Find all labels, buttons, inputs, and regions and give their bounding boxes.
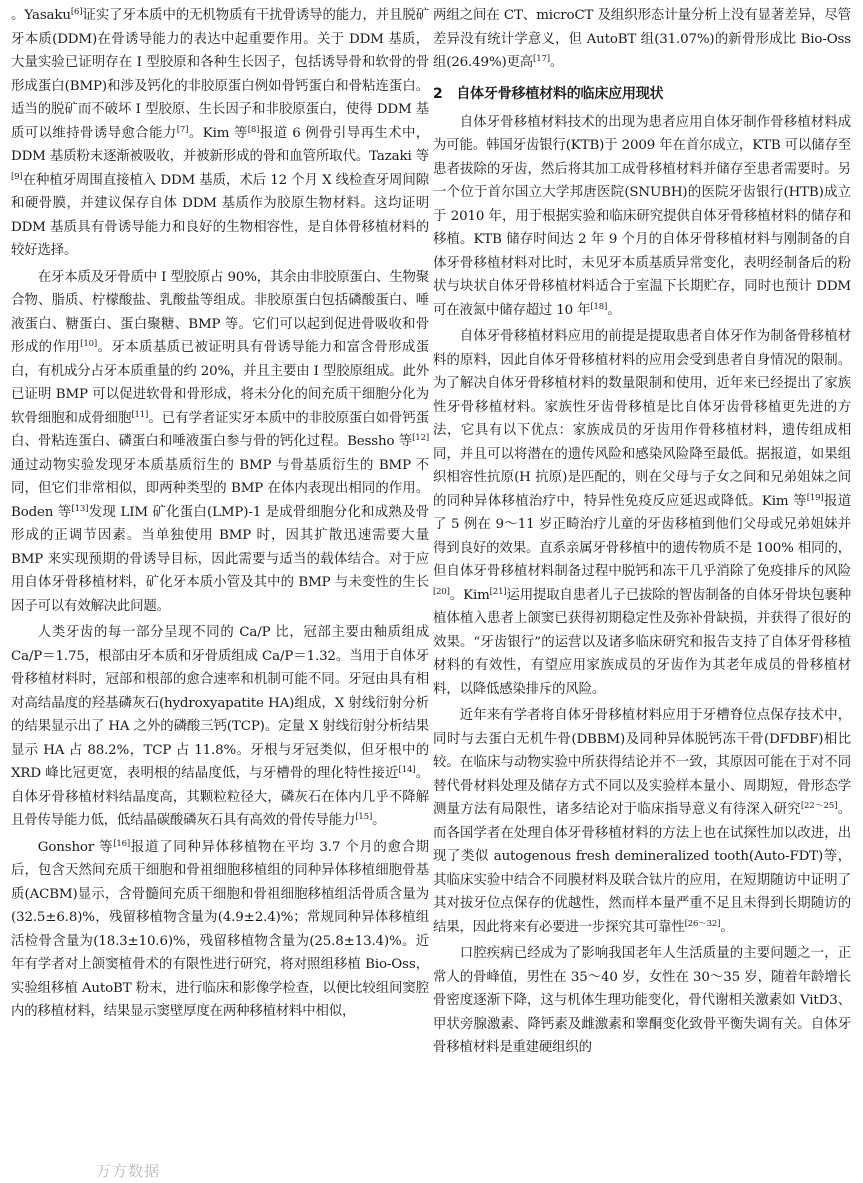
citation-ref: [21]	[489, 586, 507, 597]
text-run: 报道了 5 例在 9～11 岁正畸治疗儿童的牙齿移植到他们父母或兄弟姐妹并得到良好的效果。直系亲属牙骨移植中的遗传物质不是 100% 相同的，但自体牙骨移植材料制备过程中脱钙和冻干几乎消除了免疫排斥的风险	[433, 493, 852, 579]
text-run: 。牙本质基质已被证明具有骨诱导能力和富含骨形成蛋白，有机成分占牙本质重量的约 20%，并且主要由 Ⅰ 型胶原组成。此外已证明 BMP 可以促进软骨和骨形成，将未分化的间充质干细胞分化为软骨细胞和成骨细胞	[11, 340, 430, 426]
citation-ref: [16]	[113, 838, 131, 849]
citation-ref: [14]	[398, 765, 416, 775]
citation-ref: [13]	[71, 503, 89, 514]
paragraph-gonshor	[11, 836, 429, 1024]
text-run: 。Yasaku	[11, 8, 71, 23]
paragraph-familial-graft	[433, 325, 851, 701]
text-run: 证实了牙本质中的无机物质有干扰骨诱导的能力，并且脱矿牙本质(DDM)在骨诱导能力的表达中起重要作用。关于 DDM 基质，大量实验已证明存在 Ⅰ 型胶原和各种生长因子，包括诱导骨和软骨的骨形成蛋白(BMP)和涉及钙化的非胶原蛋白例如骨钙蛋白和骨粘连蛋白。适当的脱矿而不破坏 Ⅰ 型胶原、生长因子和非胶原蛋白，使得 DDM 基质可以维持骨诱导愈合能力	[11, 8, 429, 141]
text-run: 。自体牙骨移植材料结晶度高，其颗粒粒径大，磷灰石在体内几乎不降解且骨传导能力低，低结晶碳酸磷灰石具有高效的骨传导能力	[11, 766, 429, 828]
text-run: Gonshor 等	[37, 839, 114, 855]
citation-ref: [26～32]	[684, 918, 721, 929]
text-run: 口腔疾病已经成为了影响我国老年人生活质量的主要问题之一，正常人的骨峰值，男性在 35～40 岁，女性在 30～35 岁，随着年龄增长骨密度逐渐下降，这与机体生理功能变化，骨代谢相关激素如 VitD3、甲状旁腺激素、降钙素及雌激素和睾酮变化致骨平衡失调有关。自体牙骨移植材料是重建硬组织的	[433, 946, 851, 1055]
citation-ref: [11]	[131, 409, 149, 420]
text-run: 自体牙骨移植材料应用的前提是提取患者自体牙作为制备骨移植材料的原料，因此自体牙骨移植材料的应用会受到患者自身情况的限制。为了解决自体牙骨移植材料的数量限制和使用，近年来已经提出了家族性牙骨移植材料。家族性牙齿骨移植是比自体牙齿骨移植更先进的方法，它具有以下优点：家族成员的牙齿用作骨移植材料，遗传组成相同，并且可以将潜在的遗传风险和感染风险降至最低。据报道，如果组织相容性抗原(H 抗原)是匹配的，则在父母与子女之间和兄弟姐妹之间的同种异体移植治疗中，特异性免疫反应延迟或降低。Kim 等	[433, 329, 851, 509]
text-run: 。	[549, 55, 564, 70]
text-run: 通过动物实验发现牙本质基质衍生的 BMP 与骨基质衍生的 BMP 不同，但它们非常相似，即两种类型的 BMP 在体内表现出相同的作用。Boden 等	[11, 457, 429, 520]
citation-ref: [17]	[533, 54, 550, 64]
citation-ref: [12]	[412, 433, 429, 443]
text-run: 报道了同种异体移植物在平均 3.7 个月的愈合期后，包含天然间充质干细胞和骨祖细胞移植组的同种异体移植细胞骨基质(ACBM)显示，含骨髓间充质干细胞和骨祖细胞移植组活骨质含量为(32.5±6.8)%，残留移植物含量为(4.9±2.4)%；常规同种异体移植组活检骨含量为(18.3±10.6)%，残留移植物含量为(25.8±13.4)%。近年有学者对上颌窦植骨术的有限性进行研究，将对照组移植 Bio-Oss，实验组移植 AutoBT 粉末，进行临床和影像学检查，以便比较组间窦腔内的移植材料，结果显示窦壁厚度在两种移植材料中相似，	[11, 839, 429, 1019]
citation-ref: [7]	[176, 124, 189, 135]
text-run: 。Kim 等	[188, 125, 248, 141]
text-run: 。	[372, 813, 386, 828]
text-run: 自体牙骨移植材料技术的出现为患者应用自体牙制作骨移植材料成为可能。韩国牙齿银行(KTB)于 2009 年在首尔成立，KTB 可以储存至患者拔除的牙齿，然后将其加工成骨移植材料并储存至患者需要时。另一个位于首尔国立大学邦唐医院(SNUBH)的医院牙齿银行(HTB)成立于 2010 年，用于根据实验和临床研究提供自体牙骨移植材料的储存和移植。KTB 储存时间达 2 年 9 个月的自体牙骨移植材料与刚制备的自体牙骨移植材料对比时，未见牙本质基质异常变化，表明经制备后的粉状与块状自体牙骨移植材料适合于室温下长期贮存，同时也预计 DDM 可在液氮中储存超过 10 年	[433, 114, 851, 318]
text-run: 近年来有学者将自体牙骨移植材料应用于牙槽脊位点保存技术中，同时与去蛋白无机牛骨(DBBM)及同种异体脱钙冻干骨(DFDBF)相比较。在临床与动物实验中所获得结论并不一致，其原因可能在于对不同替代骨材料处理及储存方式不同以及实验样本量小、周期短，骨形态学测量方法有局限性，诸多结论对于临床指导意义有待深入研究	[433, 708, 851, 817]
text-run: 人类牙齿的每一部分呈现不同的 Ca/P 比，冠部主要由釉质组成 Ca/P＝1.75，根部由牙本质和牙骨质组成 Ca/P＝1.32。当用于自体牙骨移植材料时，冠部和根部的愈合速率和机制可能不同。牙冠由具有相对高结晶度的羟基磷灰石(hydroxyapatite HA)组成，X 射线衍射分析的结果显示出了 HA 之外的磷酸三钙(TCP)。定量 X 射线衍射分析结果显示 HA 占 88.2%，TCP 占 11.8%。牙根与牙冠类似，但牙根中的 XRD 峰比冠更宽，表明根的结晶度低，与牙槽骨的理化特性接近	[11, 625, 429, 781]
text-run: 。而各国学者在处理自体牙骨移植材料的方法上也在试探性加以改进，出现了类似 autogenous fresh demineralized tooth(Auto-FDT)等，其临床实验中结合不同膜材料及联合钛片的应用，在短期随访中证明了其对拔牙位点保存的优越性，然而样本量严重不足且未得到长期随访的结果，因此将来有必要进一步探究其可靠性	[433, 802, 851, 935]
paragraph-collagen	[11, 266, 429, 619]
citation-ref: [15]	[355, 812, 373, 822]
citation-ref: [19]	[806, 492, 824, 503]
watermark: 万方数据	[96, 1162, 161, 1180]
left-column	[11, 4, 429, 1024]
paragraph-tooth-bank	[433, 111, 851, 323]
paragraph-ca-p-ratio	[11, 621, 429, 833]
text-run: 。	[720, 919, 734, 935]
citation-ref: [10]	[80, 339, 98, 349]
paragraph-ddm-matrix	[11, 4, 429, 263]
citation-ref: [18]	[590, 301, 608, 312]
citation-ref: [22～25]	[800, 801, 838, 811]
paragraph-autobt	[433, 4, 851, 75]
text-run: 两组之间在 CT、microCT 及组织形态计量分析上没有显著差异，尽管差异没有统计学意义，但 AutoBT 组(31.07%)的新骨形成比 Bio-Oss 组(26.49%)更高	[433, 8, 851, 70]
paragraph-elderly	[433, 942, 851, 1060]
text-run: 报道 6 例骨引导再生术中，DDM 基质粉末逐渐被吸收，并被新形成的骨和血管所取代。Tazaki 等	[11, 125, 429, 164]
citation-ref: [20]	[433, 586, 450, 597]
citation-ref: [6]	[70, 7, 83, 17]
text-run: 在牙本质及牙骨质中 Ⅰ 型胶原占 90%，其余由非胶原蛋白、生物聚合物、脂质、柠檬酸盐、乳酸盐等组成。非胶原蛋白包括磷酸蛋白、唾液蛋白、糖蛋白、蛋白聚糖、BMP 等。它们可以起到促进骨吸收和骨形成的作用	[11, 269, 429, 355]
text-run: 。Kim	[449, 587, 490, 603]
text-run: 。已有学者证实牙本质中的非胶原蛋白如骨钙蛋白、骨粘连蛋白、磷蛋白和唾液蛋白参与骨的钙化过程。Bessho 等	[11, 410, 429, 449]
text-run: 运用提取自患者儿子已拔除的智齿制备的自体牙骨块包裹种植体植入患者上颌窦已获得初期稳定性及弥补骨缺损，并获得了很好的效果。“牙齿银行”的运营以及诸多临床研究和报告支持了自体牙骨移植材料的有效性，有望应用家族成员的牙齿作为其老年成员的骨移植材料，以降低感染排斥的风险。	[433, 587, 851, 697]
text-run: 发现 LIM 矿化蛋白(LMP)-1 是成骨细胞分化和成熟及骨形成的正调节因素。当单独使用 BMP 时，因其扩散迅速需要大量 BMP 来实现预期的骨诱导目标，因此需要与适当的载体结合。对于应用自体牙骨移植材料，矿化牙本质小管及其中的 BMP 与未变性的生长因子可以有效解决此问题。	[11, 504, 429, 614]
section-heading: 2 自体牙骨移植材料的临床应用现状	[433, 85, 664, 102]
right-column	[433, 4, 851, 1060]
citation-ref: [8]	[247, 124, 260, 135]
citation-ref: [9]	[11, 171, 23, 182]
text-run: 在种植牙周围直接植入 DDM 基质，术后 12 个月 X 线检查牙周间隙和硬骨膜，并建议保存自体 DDM 基质作为胶原生物材料。这均证明 DDM 基质具有骨诱导能力和良好的生物相容性，是自体骨移植材料的较好选择。	[11, 172, 429, 258]
paragraph-ridge-preservation	[433, 704, 851, 939]
text-run: 。	[607, 302, 621, 318]
